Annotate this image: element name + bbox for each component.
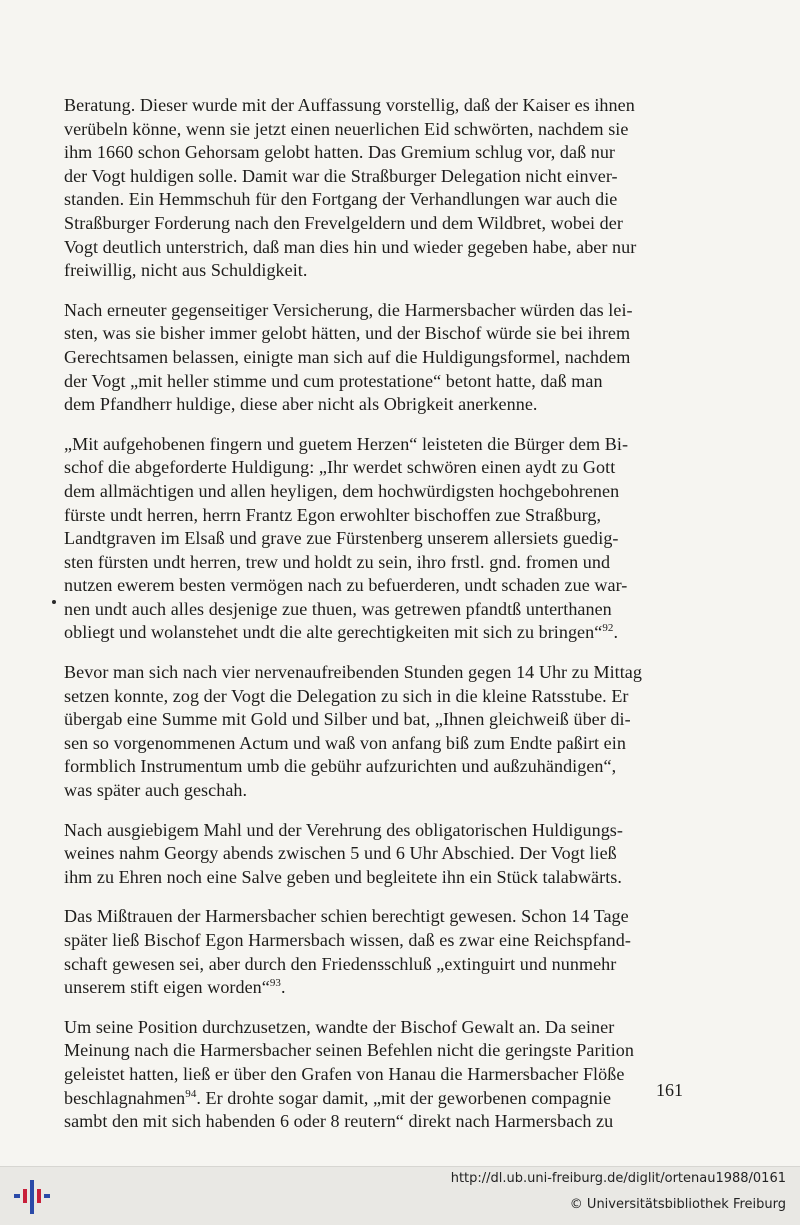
text-line: Landtgraven im Elsaß und grave zue Fürstenberg unserem allersiets guedig- bbox=[64, 528, 619, 549]
text-line: nen undt auch alles desjenige zue thuen, was getrewen pfandtß unterthanen bbox=[64, 598, 612, 619]
text-line: formblich Instrumentum umb die gebühr aufzurichten und außzuhändigen“, bbox=[64, 756, 617, 777]
footnote-marker: 92 bbox=[602, 622, 614, 635]
text-line: später ließ Bischof Egon Harmersbach wissen, daß es zwar eine Reichspfand- bbox=[64, 930, 631, 950]
text-run: beschlagnahmen bbox=[64, 1087, 186, 1108]
text-line: weines nahm Georgy abends zwischen 5 und 6 Uhr Abschied. Der Vogt ließ bbox=[64, 843, 617, 864]
margin-mark bbox=[52, 600, 56, 604]
text-line: was später auch geschah. bbox=[64, 780, 248, 801]
text-run: obliegt und wolanstehet undt die alte gerechtigkeiten mit sich zu bringen“ bbox=[64, 622, 603, 643]
text-line: übergab eine Summe mit Gold und Silber und bat, „Ihnen gleichweiß über di- bbox=[64, 709, 631, 730]
text-line bbox=[64, 976, 686, 1000]
text-line: nutzen ewerem besten vermögen nach zu befuerderen, undt schaden zue war- bbox=[64, 575, 628, 596]
text-line: dem allmächtigen und allen heyligen, dem hochwürdigsten hochgebohrenen bbox=[64, 480, 620, 501]
text-run: . Er drohte sogar damit, „mit der geworbenen compagnie bbox=[196, 1087, 612, 1108]
text-line bbox=[64, 1087, 686, 1111]
text-line: der Vogt huldigen solle. Damit war die Straßburger Delegation nicht einver- bbox=[64, 165, 618, 186]
text-line: Meinung nach die Harmersbacher seinen Befehlen nicht die geringste Parition bbox=[64, 1040, 634, 1061]
text-line: „Mit aufgehobenen fingern und guetem Herzen“ leisteten die Bürger dem Bi- bbox=[64, 433, 629, 454]
copyright-notice: © Universitätsbibliothek Freiburg bbox=[569, 1197, 786, 1212]
permalink-link[interactable]: http://dl.ub.uni-freiburg.de/diglit/ortenau1988/0161 bbox=[450, 1171, 786, 1186]
footnote-marker: 93 bbox=[269, 977, 281, 990]
text-line: sten, was sie bisher immer gelobt hätten, und der Bischof würde sie bei ihrem bbox=[64, 323, 631, 344]
text-line: Nach ausgiebigem Mahl und der Verehrung des obligatorischen Huldigungs- bbox=[64, 819, 623, 840]
paragraph-4 bbox=[64, 661, 686, 803]
text-run: . bbox=[280, 977, 286, 998]
body-text bbox=[64, 94, 686, 1150]
paragraph-3 bbox=[64, 433, 686, 645]
text-line: Um seine Position durchzusetzen, wandte der Bischof Gewalt an. Da seiner bbox=[64, 1016, 615, 1037]
text-line: fürste undt herren, herrn Frantz Egon erwohlter bischoffen zue Straßburg, bbox=[64, 504, 602, 525]
paragraph-6 bbox=[64, 905, 686, 999]
text-line: Nach erneuter gegenseitiger Versicherung, die Harmersbacher würden das lei- bbox=[64, 299, 633, 320]
text-line: schof die abgeforderte Huldigung: „Ihr werdet schwören einen aydt zu Gott bbox=[64, 457, 616, 478]
text-line: freiwillig, nicht aus Schuldigkeit. bbox=[64, 260, 308, 281]
text-line: schaft gewesen sei, aber durch den Friedensschluß „extinguirt und nunmehr bbox=[64, 953, 617, 974]
paragraph-1 bbox=[64, 94, 686, 283]
paragraph-2 bbox=[64, 299, 686, 417]
library-logo-icon bbox=[12, 1176, 52, 1216]
text-line: geleistet hatten, ließ er über den Grafen von Hanau die Harmersbacher Flöße bbox=[64, 1063, 625, 1084]
text-run: . bbox=[613, 622, 619, 643]
paragraph-7 bbox=[64, 1016, 686, 1134]
text-line: dem Pfandherr huldige, diese aber nicht als Obrigkeit anerkenne. bbox=[64, 394, 538, 415]
text-run: unserem stift eigen worden“ bbox=[64, 977, 270, 998]
text-line: Beratung. Dieser wurde mit der Auffassung vorstellig, daß der Kaiser es ihnen bbox=[64, 95, 635, 115]
paragraph-5 bbox=[64, 819, 686, 890]
text-line: Vogt deutlich unterstrich, daß man dies hin und wieder gegeben habe, aber nur bbox=[64, 236, 637, 257]
text-line: standen. Ein Hemmschuh für den Fortgang der Verhandlungen war auch die bbox=[64, 189, 618, 210]
text-line: sten fürsten undt herren, trew und holdt zu sein, ihro frstl. gnd. fromen und bbox=[64, 551, 611, 572]
text-line: ihm zu Ehren noch eine Salve geben und begleitete ihn ein Stück talabwärts. bbox=[64, 866, 622, 887]
text-line: Bevor man sich nach vier nervenaufreibenden Stunden gegen 14 Uhr zu Mittag bbox=[64, 662, 642, 683]
text-line: sambt den mit sich habenden 6 oder 8 reutern“ direkt nach Harmersbach zu bbox=[64, 1111, 614, 1132]
text-line: ihm 1660 schon Gehorsam gelobt hatten. Das Gremium schlug vor, daß nur bbox=[64, 142, 616, 163]
text-line: verübeln könne, wenn sie jetzt einen neuerlichen Eid schwörten, nachdem sie bbox=[64, 118, 629, 139]
text-line: Das Mißtrauen der Harmersbacher schien berechtigt gewesen. Schon 14 Tage bbox=[64, 906, 629, 927]
text-line: setzen konnte, zog der Vogt die Delegation zu sich in die kleine Ratsstube. Er bbox=[64, 685, 629, 706]
footnote-marker: 94 bbox=[185, 1087, 197, 1100]
text-line bbox=[64, 621, 686, 645]
text-line: Gerechtsamen belassen, einigte man sich auf die Huldigungsformel, nachdem bbox=[64, 346, 631, 367]
text-line: sen so vorgenommenen Actum und waß von anfang biß zum Endte paßirt ein bbox=[64, 732, 626, 753]
text-line: Straßburger Forderung nach den Frevelgeldern und dem Wildbret, wobei der bbox=[64, 212, 623, 233]
text-line: der Vogt „mit heller stimme und cum protestatione“ betont hatte, daß man bbox=[64, 370, 603, 391]
page-number: 161 bbox=[656, 1080, 683, 1100]
